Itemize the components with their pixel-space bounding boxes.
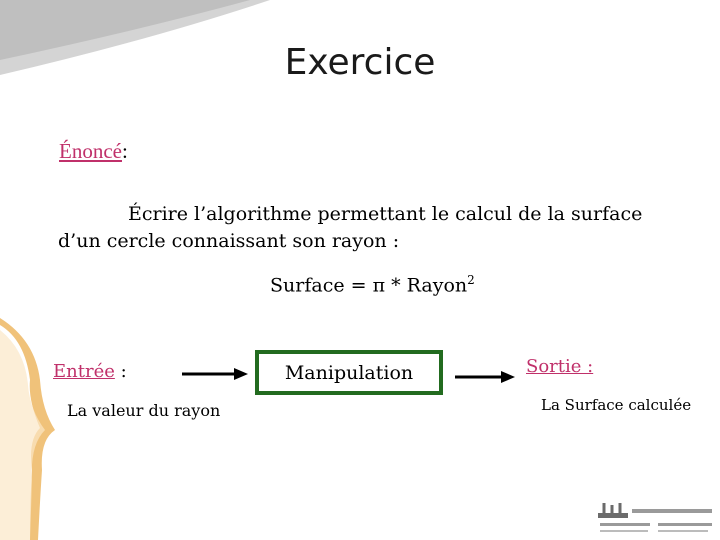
university-logo-icon: [598, 503, 716, 537]
statement-heading-colon: :: [121, 139, 128, 163]
input-label-colon: :: [114, 361, 127, 382]
arrow-input-to-process-icon: [180, 366, 250, 382]
statement-heading-label: Énoncé: [59, 139, 122, 163]
output-description: La Surface calculée: [541, 396, 692, 414]
process-label: Manipulation: [284, 361, 414, 384]
formula-exponent: 2: [467, 273, 475, 287]
input-label: [53, 361, 127, 382]
output-label: Sortie :: [526, 356, 594, 377]
input-description: La valeur du rayon: [67, 401, 221, 420]
input-label-text: Entrée: [53, 361, 115, 382]
slide-title: Exercice: [284, 42, 436, 83]
arrow-process-to-output-icon: [453, 369, 517, 385]
formula-text: Surface = π * Rayon: [270, 274, 468, 297]
statement-heading: [59, 139, 128, 164]
process-box: [255, 350, 443, 395]
formula: [270, 273, 475, 296]
statement-text: Écrire l’algorithme permettant le calcul de la surface d’un cercle connaissant son rayon :: [58, 203, 643, 252]
